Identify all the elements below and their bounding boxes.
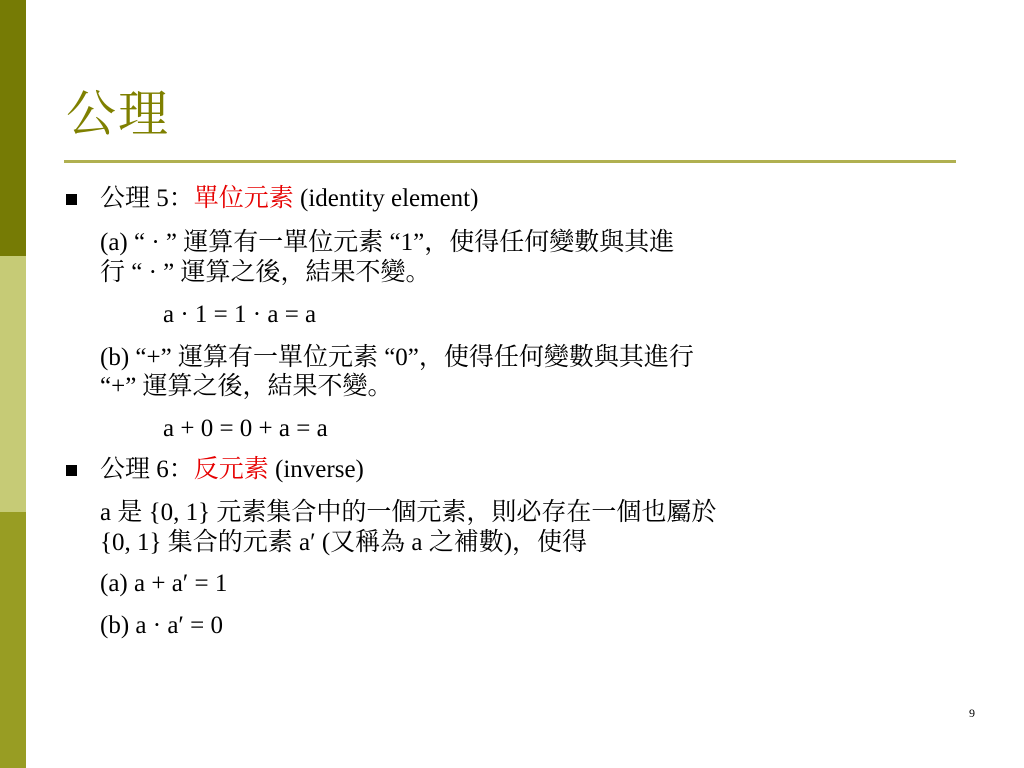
side-decoration-bar (0, 0, 26, 768)
axiom-6-equation-a: (a) a + a′ = 1 (100, 570, 228, 597)
bullet-axiom-6 (66, 465, 77, 476)
axiom-5-name: 單位元素 (193, 185, 294, 212)
axiom-5-heading (100, 184, 478, 214)
side-bar-middle-segment (0, 256, 26, 512)
axiom-6-english: (inverse) (268, 456, 364, 483)
axiom-6-text-line-1: a 是 {0, 1} 元素集合中的一個元素，則必存在一個也屬於 (100, 499, 717, 526)
side-bar-bottom-segment (0, 512, 26, 768)
axiom-5a-text-line-2: 行 “ · ” 運算之後，結果不變。 (100, 259, 431, 286)
axiom-5b-text-line-2: “+” 運算之後，結果不變。 (100, 373, 393, 400)
axiom-6-prefix: 公理 6： (100, 456, 194, 483)
bullet-axiom-5 (66, 194, 77, 205)
axiom-5b-equation: a + 0 = 0 + a = a (163, 415, 328, 442)
axiom-6-equation-b: (b) a · a′ = 0 (100, 612, 223, 639)
axiom-5-prefix: 公理 5： (100, 185, 194, 212)
slide-title: 公理 (66, 85, 170, 143)
side-bar-top-segment (0, 0, 26, 256)
axiom-5a-text-line-1: (a) “ · ” 運算有一單位元素 “1”，使得任何變數與其進 (100, 229, 675, 256)
axiom-5a-equation: a · 1 = 1 · a = a (163, 301, 317, 328)
axiom-6-name: 反元素 (193, 456, 269, 483)
axiom-6-text-line-2: {0, 1} 集合的元素 a′ (又稱為 a 之補數)，使得 (100, 529, 588, 556)
title-underline (64, 160, 956, 163)
axiom-5-english: (identity element) (293, 185, 479, 212)
axiom-5b-text-line-1: (b) “+” 運算有一單位元素 “0”，使得任何變數與其進行 (100, 344, 694, 371)
slide-page-number: 9 (969, 706, 975, 720)
axiom-6-heading (100, 455, 364, 485)
